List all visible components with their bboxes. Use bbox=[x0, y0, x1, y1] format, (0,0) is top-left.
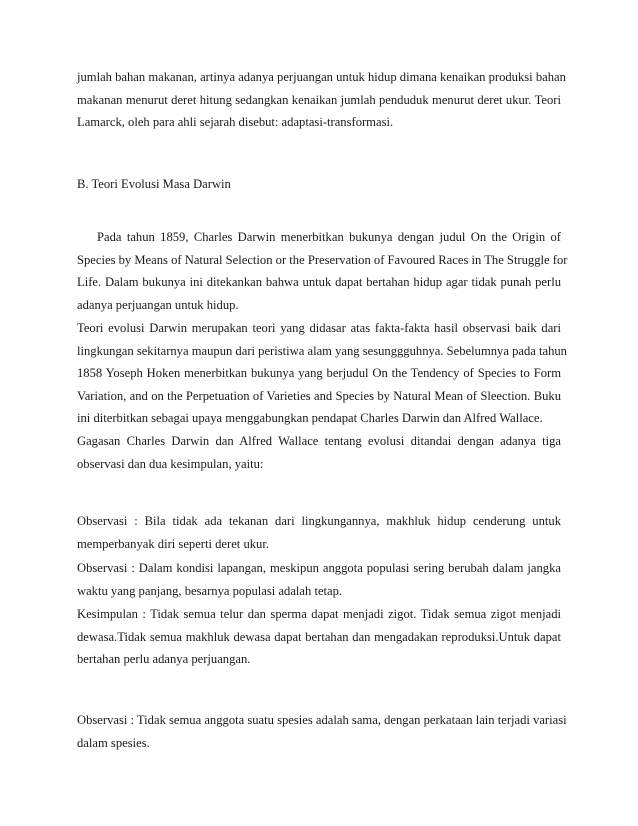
section-heading-text: B. Teori Evolusi Masa Darwin bbox=[77, 177, 231, 191]
text-line: memperbanyak diri seperti deret ukur. bbox=[77, 536, 269, 551]
paragraph-lamarck-conclusion bbox=[77, 66, 566, 134]
paragraph-darwin-wallace bbox=[77, 430, 561, 475]
text-line: Lamarck, oleh para ahli sejarah disebut: adaptasi-transformasi. bbox=[77, 115, 394, 129]
text-line: Kesimpulan : Tidak semua telur dan sperma dapat menjadi zigot. Tidak semua zigot menjadi bbox=[77, 607, 561, 621]
text-line: adanya perjuangan untuk hidup. bbox=[77, 297, 239, 312]
text-line: Teori evolusi Darwin merupakan teori yang didasar atas fakta-fakta hasil observasi baik dari bbox=[77, 321, 561, 335]
section-heading bbox=[77, 173, 561, 196]
text-line: dalam spesies. bbox=[77, 735, 150, 750]
text-line: Variation, and on the Perpetuation of Varieties and Species by Natural Mean of Sleection. Buku bbox=[77, 388, 561, 403]
text-line: lingkungan sekitarnya maupun dari peristiwa alam yang sesunggguhnya. Sebelumnya pada tahun bbox=[77, 343, 567, 358]
paragraph-observation-3 bbox=[77, 709, 567, 754]
paragraph-observation-2 bbox=[77, 557, 561, 602]
text-line: Observasi : Bila tidak ada tekanan dari lingkungannya, makhluk hidup cenderung untuk bbox=[77, 514, 561, 528]
paragraph-observation-1 bbox=[77, 510, 561, 555]
paragraph-darwin-book bbox=[77, 226, 568, 316]
text-line: Pada tahun 1859, Charles Darwin menerbitkan bukunya dengan judul On the Origin of bbox=[97, 230, 561, 244]
text-line: jumlah bahan makanan, artinya adanya perjuangan untuk hidup dimana kenaikan produksi bahan bbox=[77, 70, 566, 84]
paragraph-darwin-theory bbox=[77, 317, 567, 430]
paragraph-conclusion-1 bbox=[77, 603, 561, 671]
text-line: Gagasan Charles Darwin dan Alfred Wallace tentang evolusi ditandai dengan adanya tiga bbox=[77, 434, 561, 448]
text-line: Life. Dalam bukunya ini ditekankan bahwa untuk dapat bertahan hidup agar tidak punah perlu bbox=[77, 275, 561, 289]
text-line: makanan menurut deret hitung sedangkan kenaikan jumlah penduduk menurut deret ukur. Teori bbox=[77, 92, 561, 107]
text-line: 1858 Yoseph Hoken menerbitkan bukunya yang berjudul On the Tendency of Species to Form bbox=[77, 366, 561, 380]
text-line: waktu yang panjang, besarnya populasi adalah tetap. bbox=[77, 583, 343, 598]
text-line: bertahan perlu adanya perjuangan. bbox=[77, 652, 251, 666]
text-line: dewasa.Tidak semua makhluk dewasa dapat bertahan dan mengadakan reproduksi.Untuk dapat bbox=[77, 629, 561, 644]
text-line: Species by Means of Natural Selection or the Preservation of Favoured Races in The Struggle for bbox=[77, 252, 568, 267]
text-line: ini diterbitkan sebagai upaya menggabungkan pendapat Charles Darwin dan Alfred Wallace. bbox=[77, 411, 543, 425]
text-line: Observasi : Dalam kondisi lapangan, meskipun anggota populasi sering berubah dalam jangka bbox=[77, 561, 561, 575]
text-line: Observasi : Tidak semua anggota suatu spesies adalah sama, dengan perkataan lain terjadi variasi bbox=[77, 713, 567, 727]
text-line: observasi dan dua kesimpulan, yaitu: bbox=[77, 456, 264, 471]
